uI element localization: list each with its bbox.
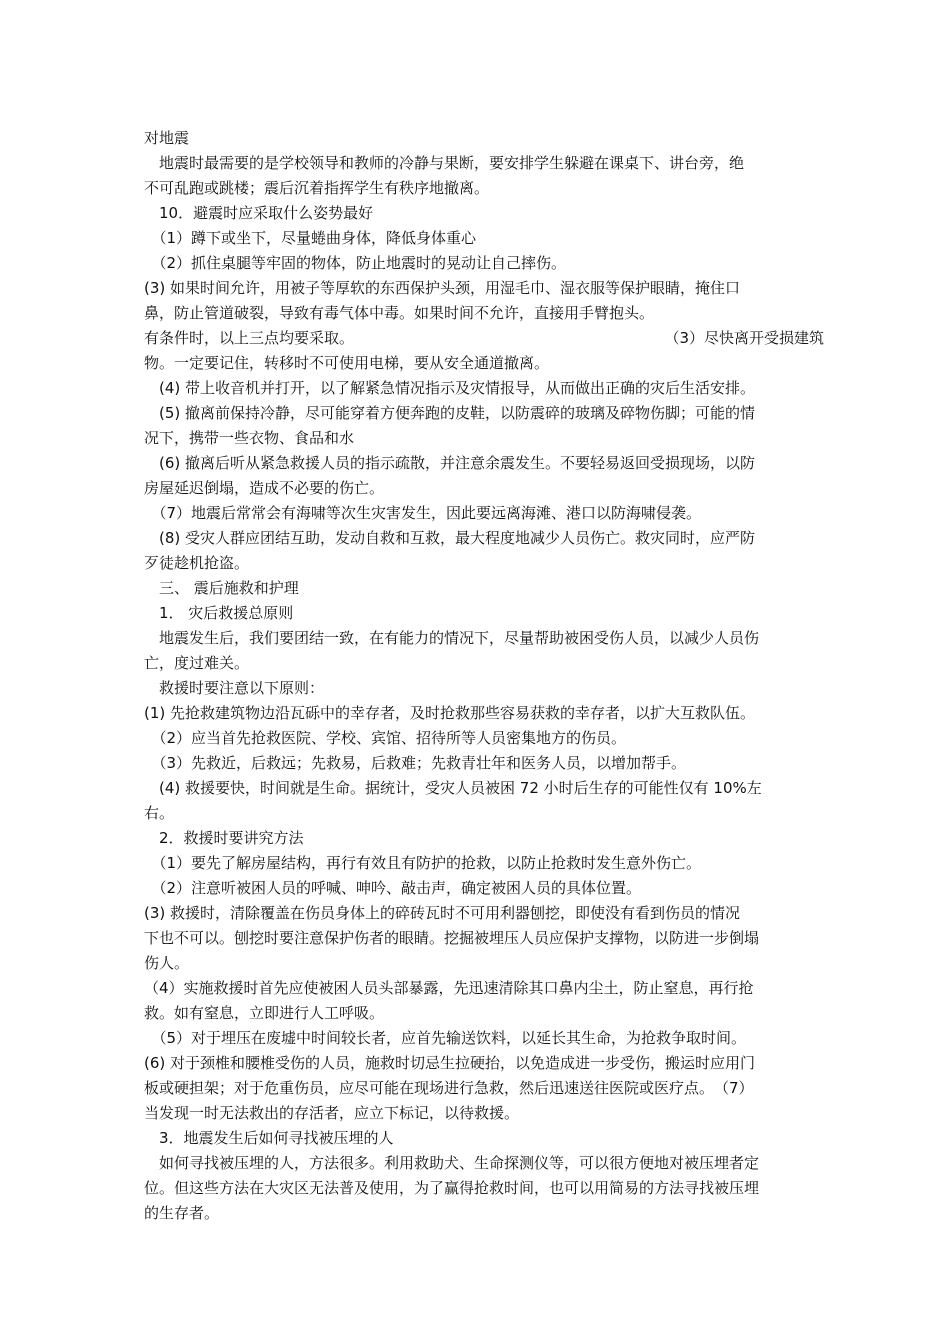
text-line: 救。如有窒息，立即进行人工呼吸。	[144, 1004, 385, 1022]
text-line: (4) 带上收音机并打开，以了解紧急情况指示及灾情报导，从而做出正确的灾后生活安排。	[144, 379, 756, 397]
text-line: 当发现一时无法救出的存活者，应立下标记，以待救援。	[144, 1104, 520, 1122]
text-line: 歹徒趁机抢盗。	[144, 554, 250, 572]
text-line: (3) 救援时，清除覆盖在伤员身体上的碎砖瓦时不可用利器刨挖，即使没有看到伤员的情况	[144, 904, 741, 922]
text-line: 位。但这些方法在大灾区无法普及使用，为了赢得抢救时间，也可以用简易的方法寻找被压埋	[144, 1179, 760, 1197]
text-line: 亡，度过难关。	[144, 654, 250, 672]
text-fragment: 有条件时，以上三点均要采取。	[144, 329, 355, 347]
text-line: 的生存者。	[144, 1204, 220, 1222]
text-line: 板或硬担架；对于危重伤员，应尽可能在现场进行急救，然后迅速送往医院或医疗点。 （7）	[144, 1079, 754, 1097]
subsection-heading: 1． 灾后救援总原则	[144, 604, 294, 622]
text-line: 况下，携带一些衣物、食品和水	[144, 429, 355, 447]
text-line: 如何寻找被压埋的人，方法很多。利用救助犬、生命探测仪等，可以很方便地对被压埋者定	[144, 1154, 760, 1172]
text-line: 地震发生后，我们要团结一致，在有能力的情况下，尽量帮助被困受伤人员，以减少人员伤	[144, 629, 760, 647]
text-line: (6) 对于颈椎和腰椎受伤的人员，施救时切忌生拉硬抬，以免造成进一步受伤，搬运时应用门	[144, 1054, 756, 1072]
text-line: （4）实施救援时首先应使被困人员头部暴露，先迅速清除其口鼻内尘土，防止窒息，再行抢	[144, 979, 754, 997]
text-line: 伤人。	[144, 954, 190, 972]
subsection-heading: 2．救援时要讲究方法	[144, 829, 304, 847]
text-line: （3）先救近，后救远；先救易，后救难；先救青壮年和医务人员，以增加帮手。	[144, 754, 687, 772]
text-line: 10．避震时应采取什么姿势最好	[144, 204, 374, 222]
text-line: 物。一定要记住，转移时不可使用电梯，要从安全通道撤离。	[144, 354, 550, 372]
text-line: （2）应当首先抢救医院、学校、宾馆、招待所等人员密集地方的伤员。	[144, 729, 627, 747]
text-fragment: （3）尽快离开受损建筑	[664, 329, 824, 347]
text-line: （5）对于埋压在废墟中时间较长者，应首先输送饮料，以延长其生命，为抢救争取时间。	[144, 1029, 747, 1047]
text-line: (6) 撤离后听从紧急救援人员的指示疏散，并注意余震发生。不要轻易返回受损现场，以防	[144, 454, 756, 472]
text-line: 鼻，防止管道破裂，导致有毒气体中毒。如果时间不允许，直接用手臂抱头。	[144, 304, 655, 322]
text-line	[144, 328, 824, 350]
text-line: (3) 如果时间允许，用被子等厚软的东西保护头颈，用湿毛巾、湿衣服等保护眼睛，掩住口	[144, 279, 741, 297]
text-line: 下也不可以。刨挖时要注意保护伤者的眼睛。挖掘被埋压人员应保护支撑物，以防进一步倒塌	[144, 929, 760, 947]
text-line: (8) 受灾人群应团结互助，发动自救和互救，最大程度地减少人员伤亡。救灾同时，应严防	[144, 529, 756, 547]
text-line: 地震时最需要的是学校领导和教师的冷静与果断，要安排学生躲避在课桌下、讲台旁，绝	[144, 154, 745, 172]
text-line: 救援时要注意以下原则：	[144, 679, 325, 697]
text-line: 对地震	[144, 129, 190, 147]
text-line: (4) 救援要快，时间就是生命。据统计，受灾人员被困 72 小时后生存的可能性仅有 10%左	[144, 779, 762, 797]
text-line: (1) 先抢救建筑物边沿瓦砾中的幸存者，及时抢救那些容易获救的幸存者，以扩大互救队伍。	[144, 704, 756, 722]
section-heading: 三、 震后施救和护理	[144, 579, 299, 597]
text-line: 不可乱跑或跳楼；震后沉着指挥学生有秩序地撤离。	[144, 179, 490, 197]
text-line: （1）要先了解房屋结构，再行有效且有防护的抢救，以防止抢救时发生意外伤亡。	[144, 854, 702, 872]
text-line: 右。	[144, 804, 175, 822]
text-line: 房屋延迟倒塌，造成不必要的伤亡。	[144, 479, 385, 497]
text-line: （1）蹲下或坐下，尽量蜷曲身体，降低身体重心	[144, 229, 477, 247]
text-line: (5) 撤离前保持冷静，尽可能穿着方便奔跑的皮鞋，以防震碎的玻璃及碎物伤脚；可能的情	[144, 404, 756, 422]
text-line: （2）抓住桌腿等牢固的物体，防止地震时的晃动让自己摔伤。	[144, 254, 567, 272]
text-line: （7）地震后常常会有海啸等次生灾害发生，因此要远离海滩、港口以防海啸侵袭。	[144, 504, 702, 522]
subsection-heading: 3．地震发生后如何寻找被压埋的人	[144, 1129, 394, 1147]
text-line: （2）注意听被困人员的呼喊、呻吟、敲击声，确定被困人员的具体位置。	[144, 879, 642, 897]
